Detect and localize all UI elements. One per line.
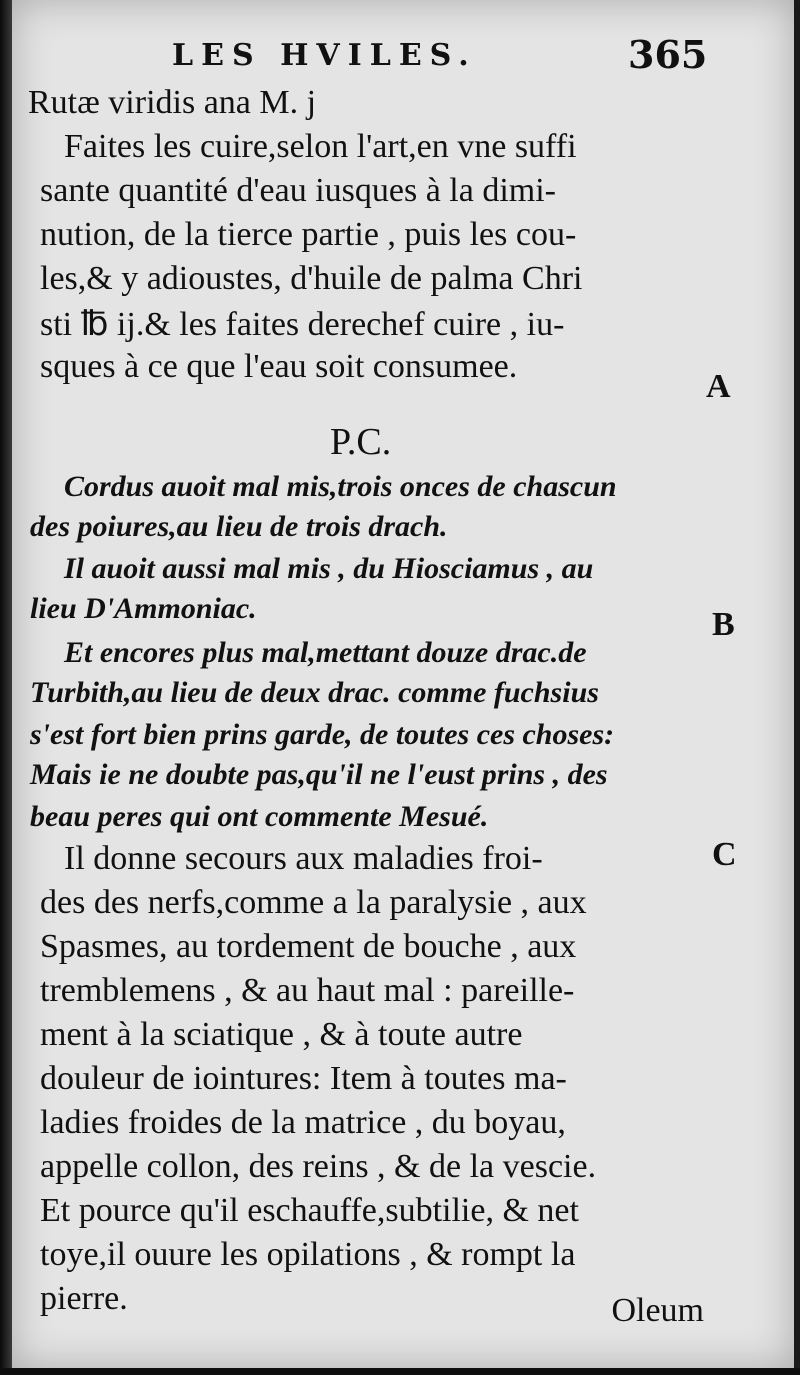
text-line: Et pource qu'il eschauffe,subtilie, & net: [40, 1192, 579, 1229]
text-line: Spasmes, au tordement de bouche , aux: [40, 928, 577, 965]
text-line: appelle collon, des reins , & de la vescie.: [40, 1148, 597, 1185]
text-line: douleur de iointures: Item à toutes ma-: [40, 1060, 567, 1097]
text-line: nution, de la tierce partie , puis les cou-: [40, 216, 577, 253]
text-line: ment à la sciatique , & à toute autre: [40, 1016, 523, 1053]
italic-line: Il auoit aussi mal mis , du Hiosciamus , au: [64, 552, 594, 585]
italic-line: s'est fort bien prins garde, de toutes ces choses:: [30, 718, 615, 751]
text-line: Faites les cuire,selon l'art,en vne suffi: [64, 128, 577, 165]
text-line: ladies froides de la matrice , du boyau,: [40, 1104, 566, 1141]
text-line: sante quantité d'eau iusques à la dimi-: [40, 172, 556, 209]
text-line: sques à ce que l'eau soit consumee.: [40, 348, 518, 385]
margin-marker-a: A: [706, 368, 731, 405]
text-line: des des nerfs,comme a la paralysie , aux: [40, 884, 587, 921]
text-line: tremblemens , & au haut mal : pareille-: [40, 972, 575, 1009]
text-line: Rutæ viridis ana M. j: [28, 84, 317, 121]
catchword: Oleum: [611, 1292, 704, 1329]
margin-marker-b: B: [712, 606, 735, 643]
italic-line: Mais ie ne doubte pas,qu'il ne l'eust prins , des: [30, 758, 608, 791]
italic-line: Turbith,au lieu de deux drac. comme fuchsius: [30, 676, 599, 709]
page-number: 365: [628, 32, 708, 77]
page-gutter: [0, 0, 12, 1375]
running-title: LES HVILES.: [172, 38, 477, 73]
italic-line: lieu D'Ammoniac.: [30, 592, 257, 625]
section-heading: P.C.: [330, 421, 392, 463]
text-line: Il donne secours aux maladies froi-: [64, 840, 543, 877]
book-page: [12, 0, 794, 1368]
text-line: sti ℔ ij.& les faites derechef cuire , iu-: [40, 306, 565, 343]
text-line: toye,il ouure les opilations , & rompt la: [40, 1236, 576, 1273]
italic-line: des poiures,au lieu de trois drach.: [30, 510, 448, 543]
italic-line: Cordus auoit mal mis,trois onces de chascun: [64, 470, 617, 503]
italic-line: beau peres qui ont commente Mesué.: [30, 800, 489, 833]
page-bottom-edge: [0, 1368, 800, 1375]
text-line: les,& y adioustes, d'huile de palma Chri: [40, 260, 583, 297]
margin-marker-c: C: [712, 836, 737, 873]
text-line: pierre.: [40, 1280, 128, 1317]
italic-line: Et encores plus mal,mettant douze drac.de: [64, 636, 587, 669]
